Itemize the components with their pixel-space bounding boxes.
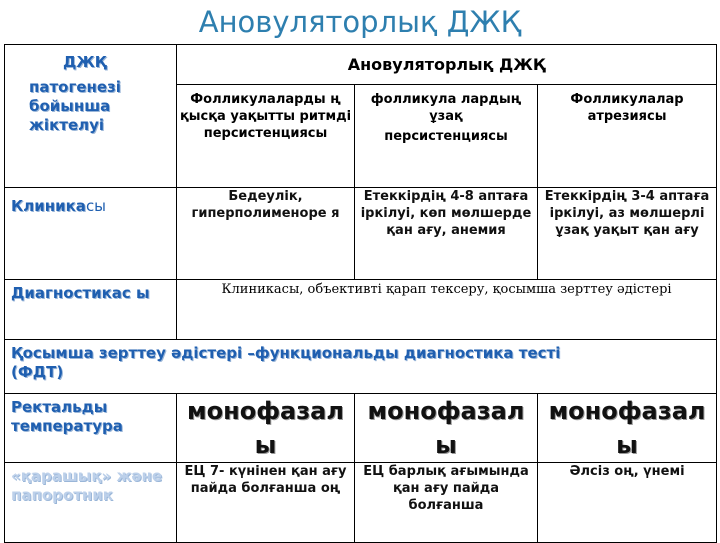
klinika-c1: Бедеулік, гиперполименоре я: [177, 188, 355, 280]
header-classification: патогенезі бойынша жіктелуі: [29, 78, 121, 134]
rectal-c3: монофазал ы: [538, 394, 717, 463]
header-row-1: [5, 45, 717, 85]
row-fdt: [5, 340, 717, 394]
header-long-persistence-b: персистенциясы: [384, 129, 508, 144]
klinika-c3: Етеккірдің 3-4 аптаға іркілуі, аз мөлшерлі ұзақ уақыт қан ағу: [538, 188, 717, 280]
label-klinika-suffix: сы: [85, 197, 107, 215]
label-zrachok: «қарашық» және папоротник: [11, 467, 163, 504]
label-diagnostics-cell: [5, 280, 177, 340]
header-long-persistence: [355, 85, 538, 188]
header-atresia: Фолликулалар атрезиясы: [538, 85, 717, 188]
row-rectal: [5, 394, 717, 463]
label-zrachok-cell: [5, 463, 177, 543]
row-diagnostics: [5, 280, 717, 340]
header-anovulatory: Ановуляторлық ДЖҚ: [177, 45, 717, 85]
zrachok-c2: ЕЦ барлық ағымында қан ағу пайда болғанша: [355, 463, 538, 543]
slide-title: Ановуляторлық ДЖҚ: [198, 5, 522, 39]
row-zrachok: [5, 463, 717, 543]
label-rectal: Ректальды температура: [11, 398, 123, 435]
label-rectal-cell: [5, 394, 177, 463]
klinika-c2: Етеккірдің 4-8 аптаға іркілуі, көп мөлшерде қан ағу, анемия: [355, 188, 538, 280]
fdt-cell: [5, 340, 717, 394]
label-diagnostics: Диагностикас ы: [11, 284, 150, 302]
classification-table: [4, 44, 717, 543]
rectal-c1: монофазал ы: [177, 394, 355, 463]
label-klinika: Клиника: [11, 197, 86, 215]
label-fdt: Қосымша зерттеу әдістері –функциональды диагностика тесті (ФДТ): [11, 344, 561, 381]
zrachok-c3: Әлсіз оң, үнемі: [538, 463, 717, 543]
header-long-persistence-a: фолликула лардың ұзақ: [370, 92, 522, 124]
row-klinika: [5, 188, 717, 280]
header-djk: ДЖҚ: [63, 53, 107, 71]
label-klinika-cell: [5, 188, 177, 280]
zrachok-c1: ЕЦ 7- күнінен қан ағу пайда болғанша оң: [177, 463, 355, 543]
diagnostics-text: Клиникасы, объективті қарап тексеру, қосымша зерттеу әдістері: [177, 280, 717, 340]
rectal-c2: монофазал ы: [355, 394, 538, 463]
header-djk-cell: [5, 45, 177, 188]
header-short-persistence: Фолликулаларды ң қысқа уақытты ритмді персистенциясы: [177, 85, 355, 188]
